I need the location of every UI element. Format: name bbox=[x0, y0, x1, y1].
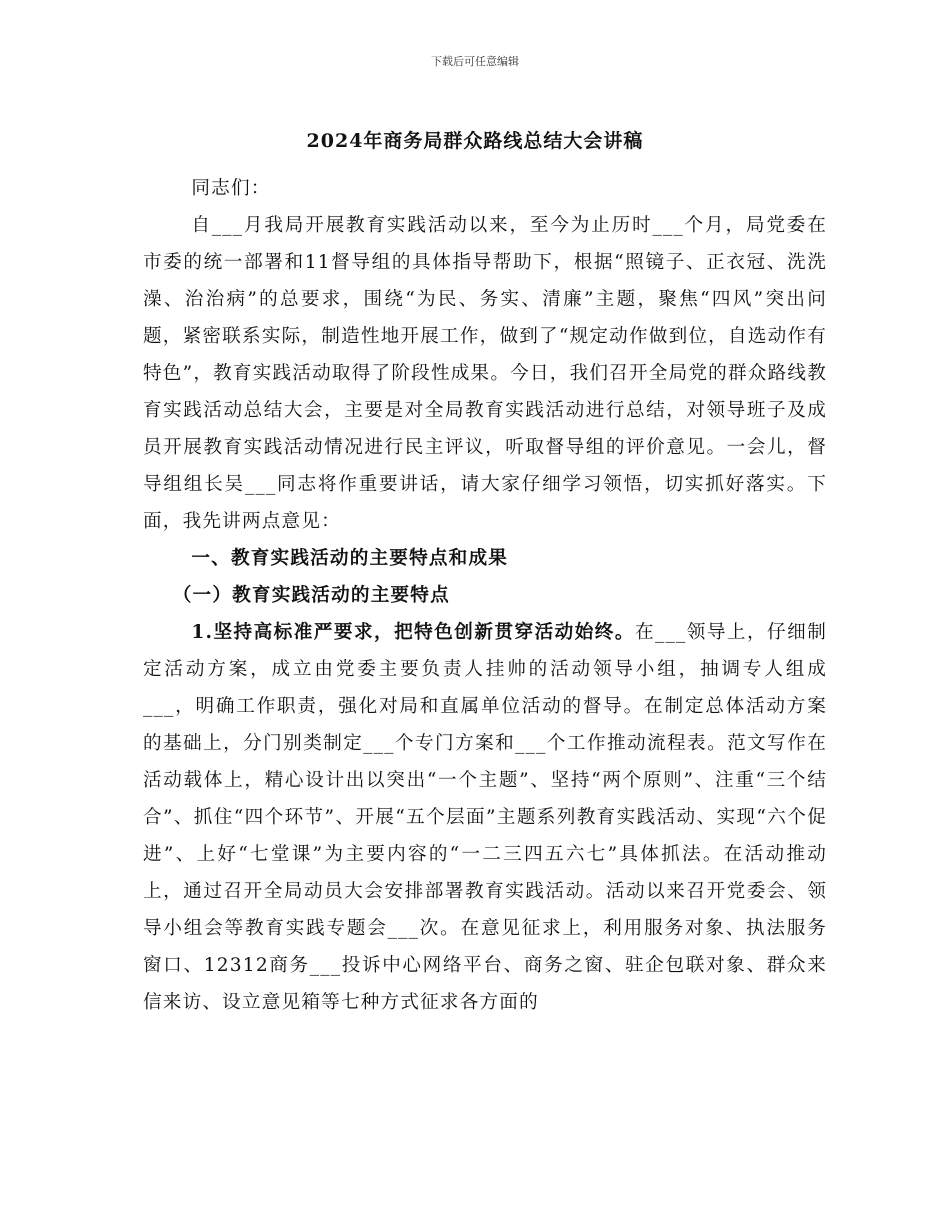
paragraph-intro: 自___月我局开展教育实践活动以来，至今为止历时___个月，局党委在市委的统一部署和11督导组的具体指导帮助下，根据“照镜子、正衣冠、洗洗澡、治治病”的总要求，围绕“为民、务实、清廉”主题，聚焦“四风”突出问题，紧密联系实际，制造性地开展工作，做到了“规定动作做到位，自选动作有特色”，教育实践活动取得了阶段性成果。今日，我们召开全局党的群众路线教育实践活动总结大会，主要是对全局教育实践活动进行总结，对领导班子及成员开展教育实践活动情况进行民主评议，听取督导组的评价意见。一会儿，督导组组长吴___同志将作重要讲话，请大家仔细学习领悟，切实抓好落实。下面，我先讲两点意见： bbox=[143, 215, 827, 532]
subsection-heading-1: （一）教育实践活动的主要特点 bbox=[172, 585, 450, 606]
paragraph-point-1 bbox=[143, 614, 827, 1021]
point-1-lead: 1.坚持高标准严要求，把特色创新贯穿活动始终。 bbox=[191, 622, 635, 643]
document-body bbox=[143, 170, 827, 1021]
section-heading-1: 一、教育实践活动的主要特点和成果 bbox=[191, 548, 509, 569]
salutation: 同志们： bbox=[191, 178, 271, 199]
header-note: 下载后可任意编辑 bbox=[431, 55, 519, 68]
document-title: 2024年商务局群众路线总结大会讲稿 bbox=[306, 130, 644, 152]
point-1-body: 在___领导上，仔细制定活动方案，成立由党委主要负责人挂帅的活动领导小组，抽调专人组成___，明确工作职责，强化对局和直属单位活动的督导。在制定总体活动方案的基础上，分门别类制定___个专门方案和___个工作推动流程表。范文写作在活动载体上，精心设计出以突出“一个主题”、坚持“两个原则”、注重“三个结合”、抓住“四个环节”、开展“五个层面”主题系列教育实践活动、实现“六个促进”、上好“七堂课”为主要内容的“一二三四五六七”具体抓法。在活动推动上，通过召开全局动员大会安排部署教育实践活动。活动以来召开党委会、领导小组会等教育实践专题会___次。在意见征求上，利用服务对象、执法服务窗口、12312商务___投诉中心网络平台、商务之窗、驻企包联对象、群众来信来访、设立意见箱等七种方式征求各方面的 bbox=[143, 622, 827, 1013]
